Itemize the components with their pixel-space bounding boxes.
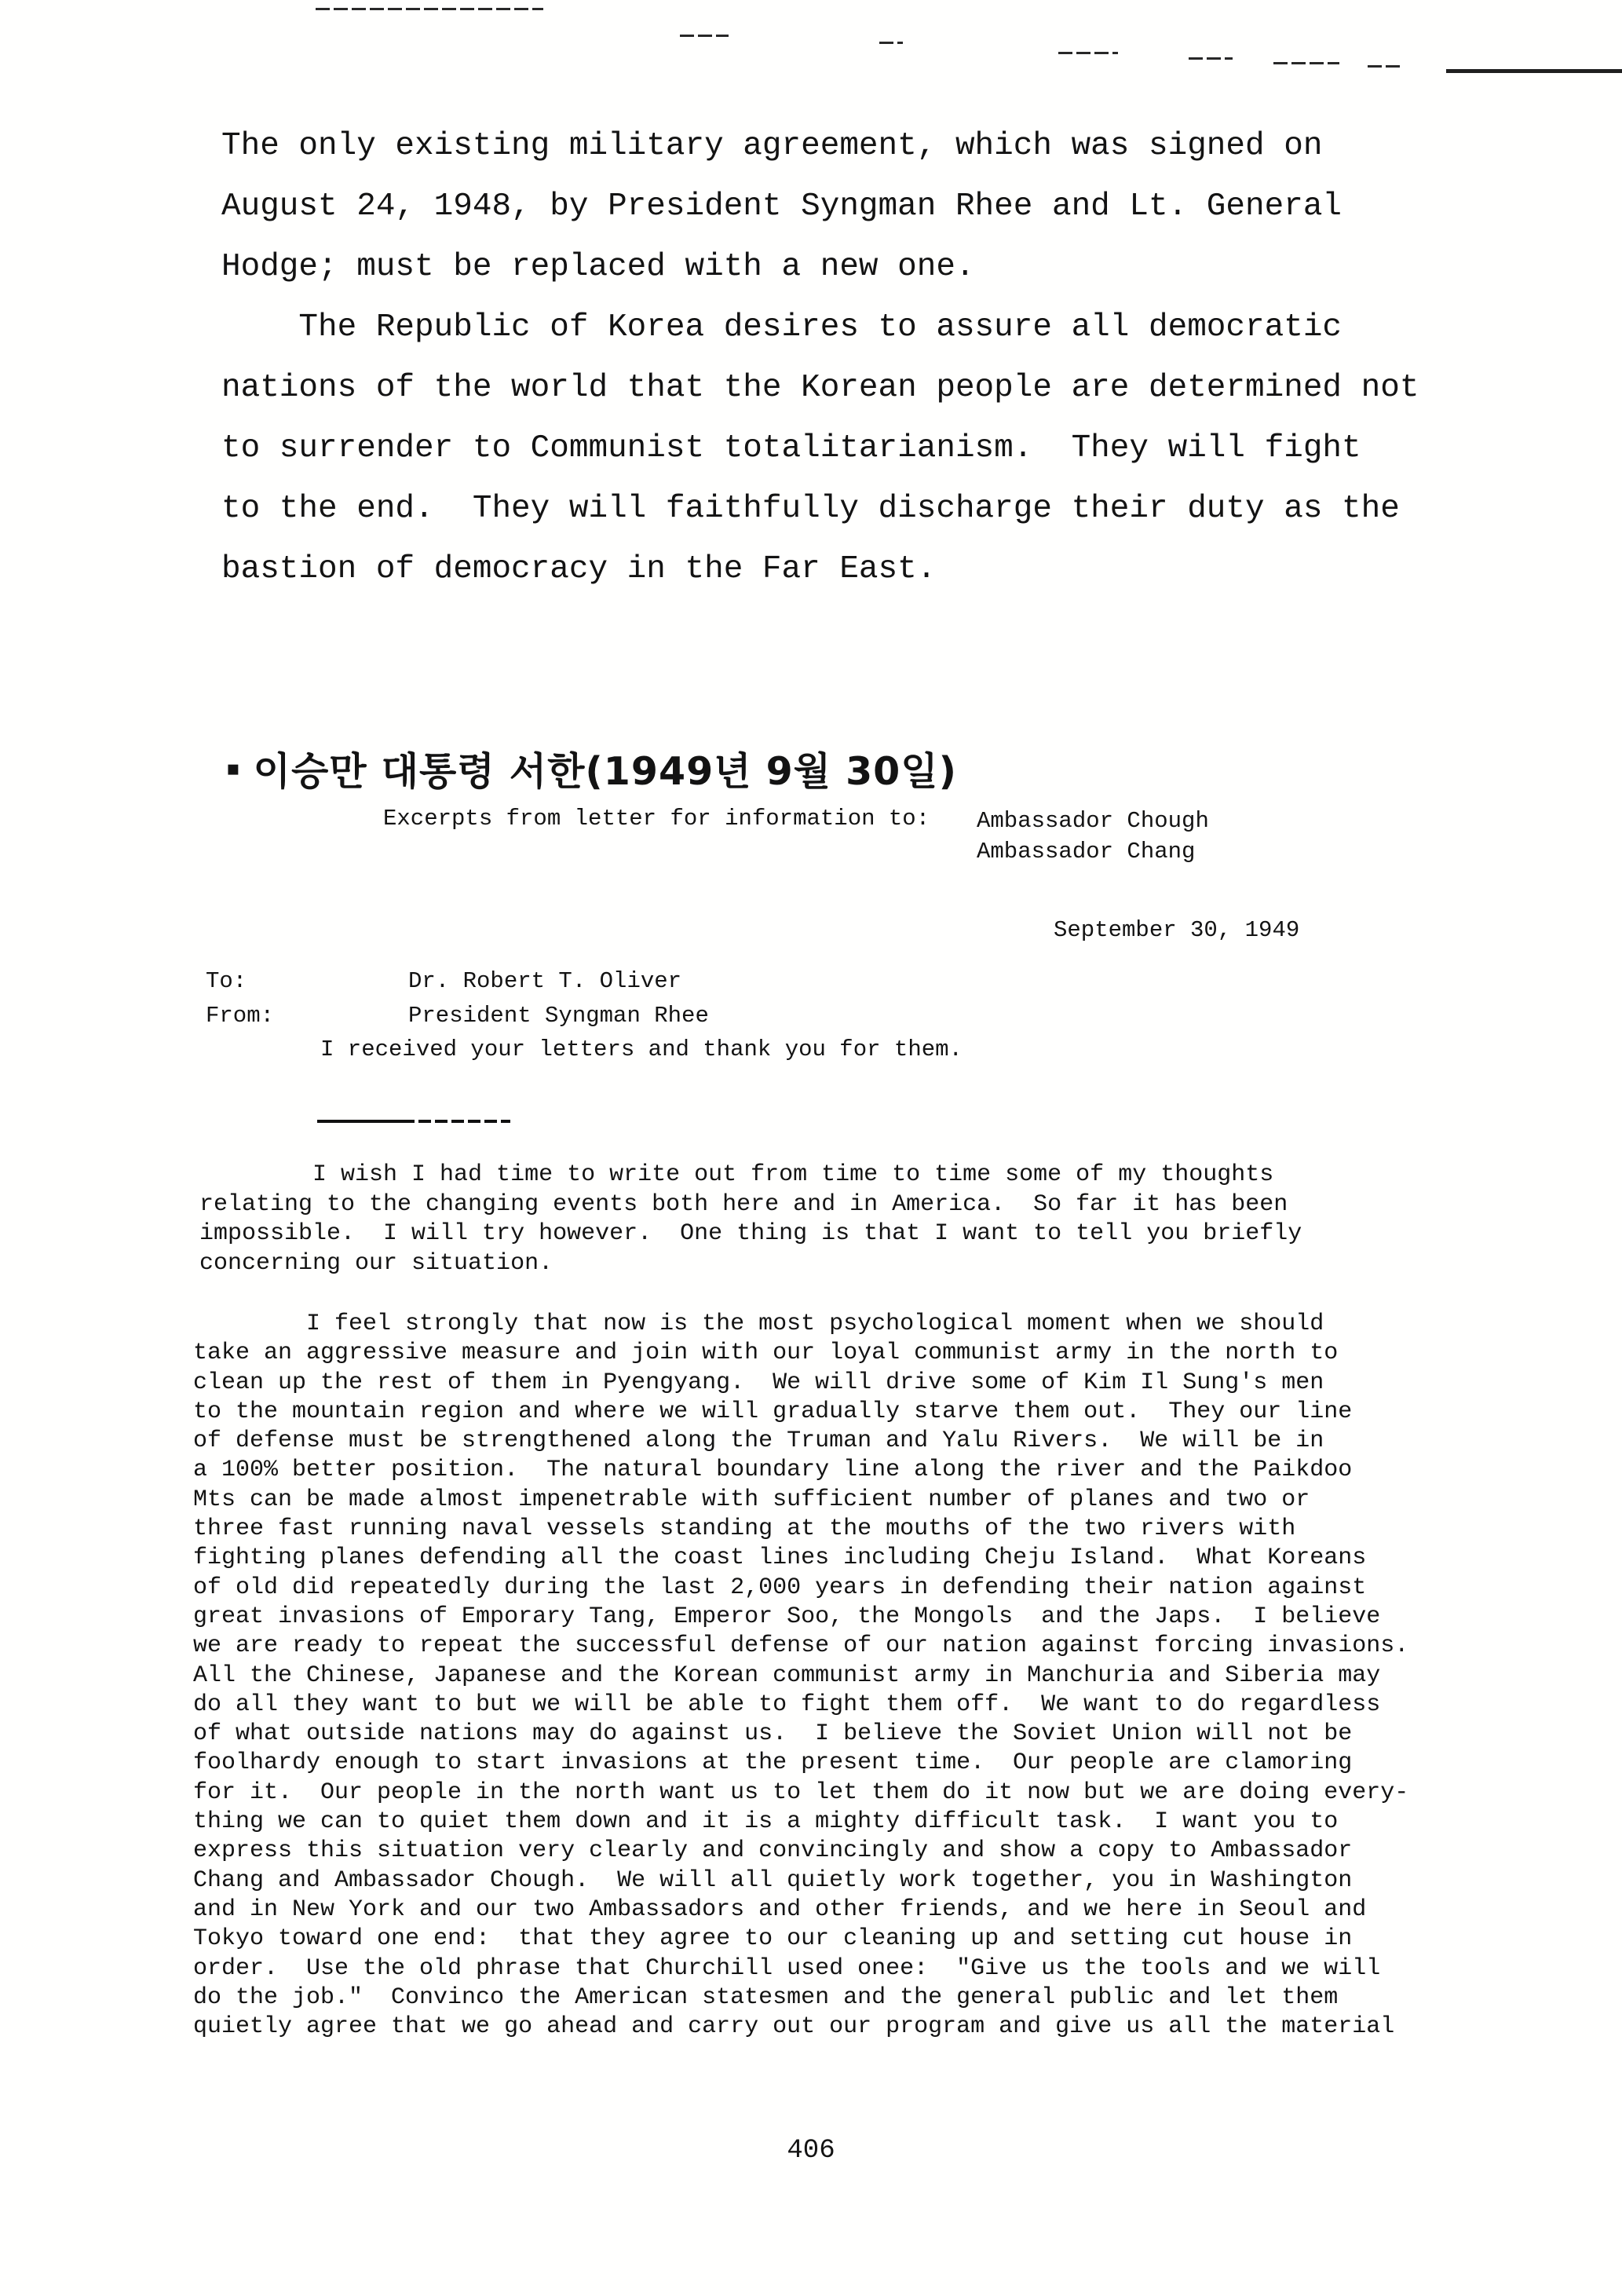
text-line: foolhardy enough to start invasions at the present time. Our people are clamoring <box>193 1749 1353 1777</box>
section-heading-korean <box>226 741 957 796</box>
text-line: concerning our situation. <box>199 1249 553 1277</box>
text-line: to surrender to Communist totalitarianism. They will fight <box>221 430 1361 466</box>
letter-date: September 30, 1949 <box>1054 917 1300 943</box>
scan-artifact <box>1189 57 1233 60</box>
text-line: The Republic of Korea desires to assure all democratic <box>221 309 1343 345</box>
separator-dashed-segment <box>402 1120 510 1123</box>
body-paragraph-1 <box>199 1161 1302 1278</box>
text-line: Ambassador Chang <box>977 839 1196 865</box>
text-line: three fast running naval vessels standing at the mouths of the two rivers with <box>193 1515 1296 1543</box>
text-line: Hodge; must be replaced with a new one. <box>221 249 975 285</box>
text-line: I wish I had time to write out from time to time some of my thoughts <box>199 1161 1274 1188</box>
text-line: Chang and Ambassador Chough. We will all quietly work together, you in Washington <box>193 1866 1353 1894</box>
from-value: President Syngman Rhee <box>408 1003 709 1029</box>
text-line: and in New York and our two Ambassadors and other friends, and we here in Seoul and <box>193 1896 1367 1923</box>
text-line: take an aggressive measure and join with our loyal communist army in the north to <box>193 1340 1339 1367</box>
text-line: bastion of democracy in the Far East. <box>221 551 937 587</box>
salutation-line: I received your letters and thank you for them. <box>320 1036 963 1062</box>
text-line: a 100% better position. The natural boundary line along the river and the Paikdoo <box>193 1457 1353 1484</box>
scan-artifact <box>1446 69 1622 73</box>
text-line: to the mountain region and where we will gradually starve them out. They our line <box>193 1398 1353 1425</box>
to-value: Dr. Robert T. Oliver <box>408 968 682 994</box>
text-line: fighting planes defending all the coast lines including Cheju Island. What Koreans <box>193 1545 1367 1572</box>
text-line: quietly agree that we go ahead and carry out our program and give us all the material <box>193 2013 1395 2041</box>
text-line: August 24, 1948, by President Syngman Rhee and Lt. General <box>221 188 1343 225</box>
recipient-list <box>977 806 1209 867</box>
letter-excerpt-top <box>221 116 1419 600</box>
section-heading-text: 이승만 대통령 서한(1949년 9월 30일) <box>253 749 957 794</box>
text-line: clean up the rest of them in Pyengyang. We will drive some of Kim Il Sung's men <box>193 1369 1324 1396</box>
scan-artifact <box>1273 62 1339 64</box>
scan-artifact <box>316 8 543 10</box>
scan-artifact <box>1058 52 1118 54</box>
scan-artifact <box>1368 65 1402 68</box>
square-bullet-icon: ▪ <box>226 757 241 781</box>
text-line: relating to the changing events both here and in America. So far it has been <box>199 1190 1288 1218</box>
scan-artifact <box>680 35 729 37</box>
text-line: to the end. They will faithfully discharge their duty as the <box>221 491 1400 527</box>
text-line: of old did repeatedly during the last 2,000 years in defending their nation against <box>193 1574 1367 1601</box>
text-line: of what outside nations may do against us. I believe the Soviet Union will not be <box>193 1720 1353 1748</box>
to-label: To: <box>206 968 247 994</box>
text-line: nations of the world that the Korean people are determined not <box>221 370 1419 406</box>
from-label: From: <box>206 1003 275 1029</box>
text-line: great invasions of Emporary Tang, Emperor Soo, the Mongols and the Japs. I believe <box>193 1603 1381 1630</box>
text-line: do all they want to but we will be able to fight them off. We want to do regardless <box>193 1691 1381 1718</box>
text-line: The only existing military agreement, which was signed on <box>221 128 1323 164</box>
text-line: Mts can be made almost impenetrable with sufficient number of planes and two or <box>193 1486 1310 1513</box>
text-line: All the Chinese, Japanese and the Korean communist army in Manchuria and Siberia may <box>193 1662 1381 1689</box>
text-line: we are ready to repeat the successful defense of our nation against forcing invasions. <box>193 1632 1409 1660</box>
excerpts-label: Excerpts from letter for information to: <box>383 806 930 832</box>
text-line: I feel strongly that now is the most psychological moment when we should <box>193 1311 1324 1337</box>
address-block <box>206 964 709 1033</box>
text-line: for it. Our people in the north want us to let them do it now but we are doing every- <box>193 1779 1409 1806</box>
text-line: impossible. I will try however. One thing is that I want to tell you briefly <box>199 1220 1302 1247</box>
separator-line <box>317 1120 510 1123</box>
text-line: order. Use the old phrase that Churchill used onee: "Give us the tools and we will <box>193 1954 1381 1982</box>
text-line: of defense must be strengthened along the Truman and Yalu Rivers. We will be in <box>193 1428 1324 1455</box>
text-line: do the job." Convinco the American statesmen and the general public and let them <box>193 1983 1339 2011</box>
scan-artifact <box>879 42 903 44</box>
text-line: thing we can to quiet them down and it is a mighty difficult task. I want you to <box>193 1808 1339 1836</box>
text-line: Tokyo toward one end: that they agree to our cleaning up and setting cut house in <box>193 1925 1353 1953</box>
text-line: express this situation very clearly and convincingly and show a copy to Ambassador <box>193 1837 1353 1865</box>
page-number: 406 <box>787 2136 835 2166</box>
text-line: Ambassador Chough <box>977 808 1209 834</box>
separator-solid-segment <box>317 1120 405 1123</box>
body-paragraph-2 <box>193 1310 1408 2042</box>
